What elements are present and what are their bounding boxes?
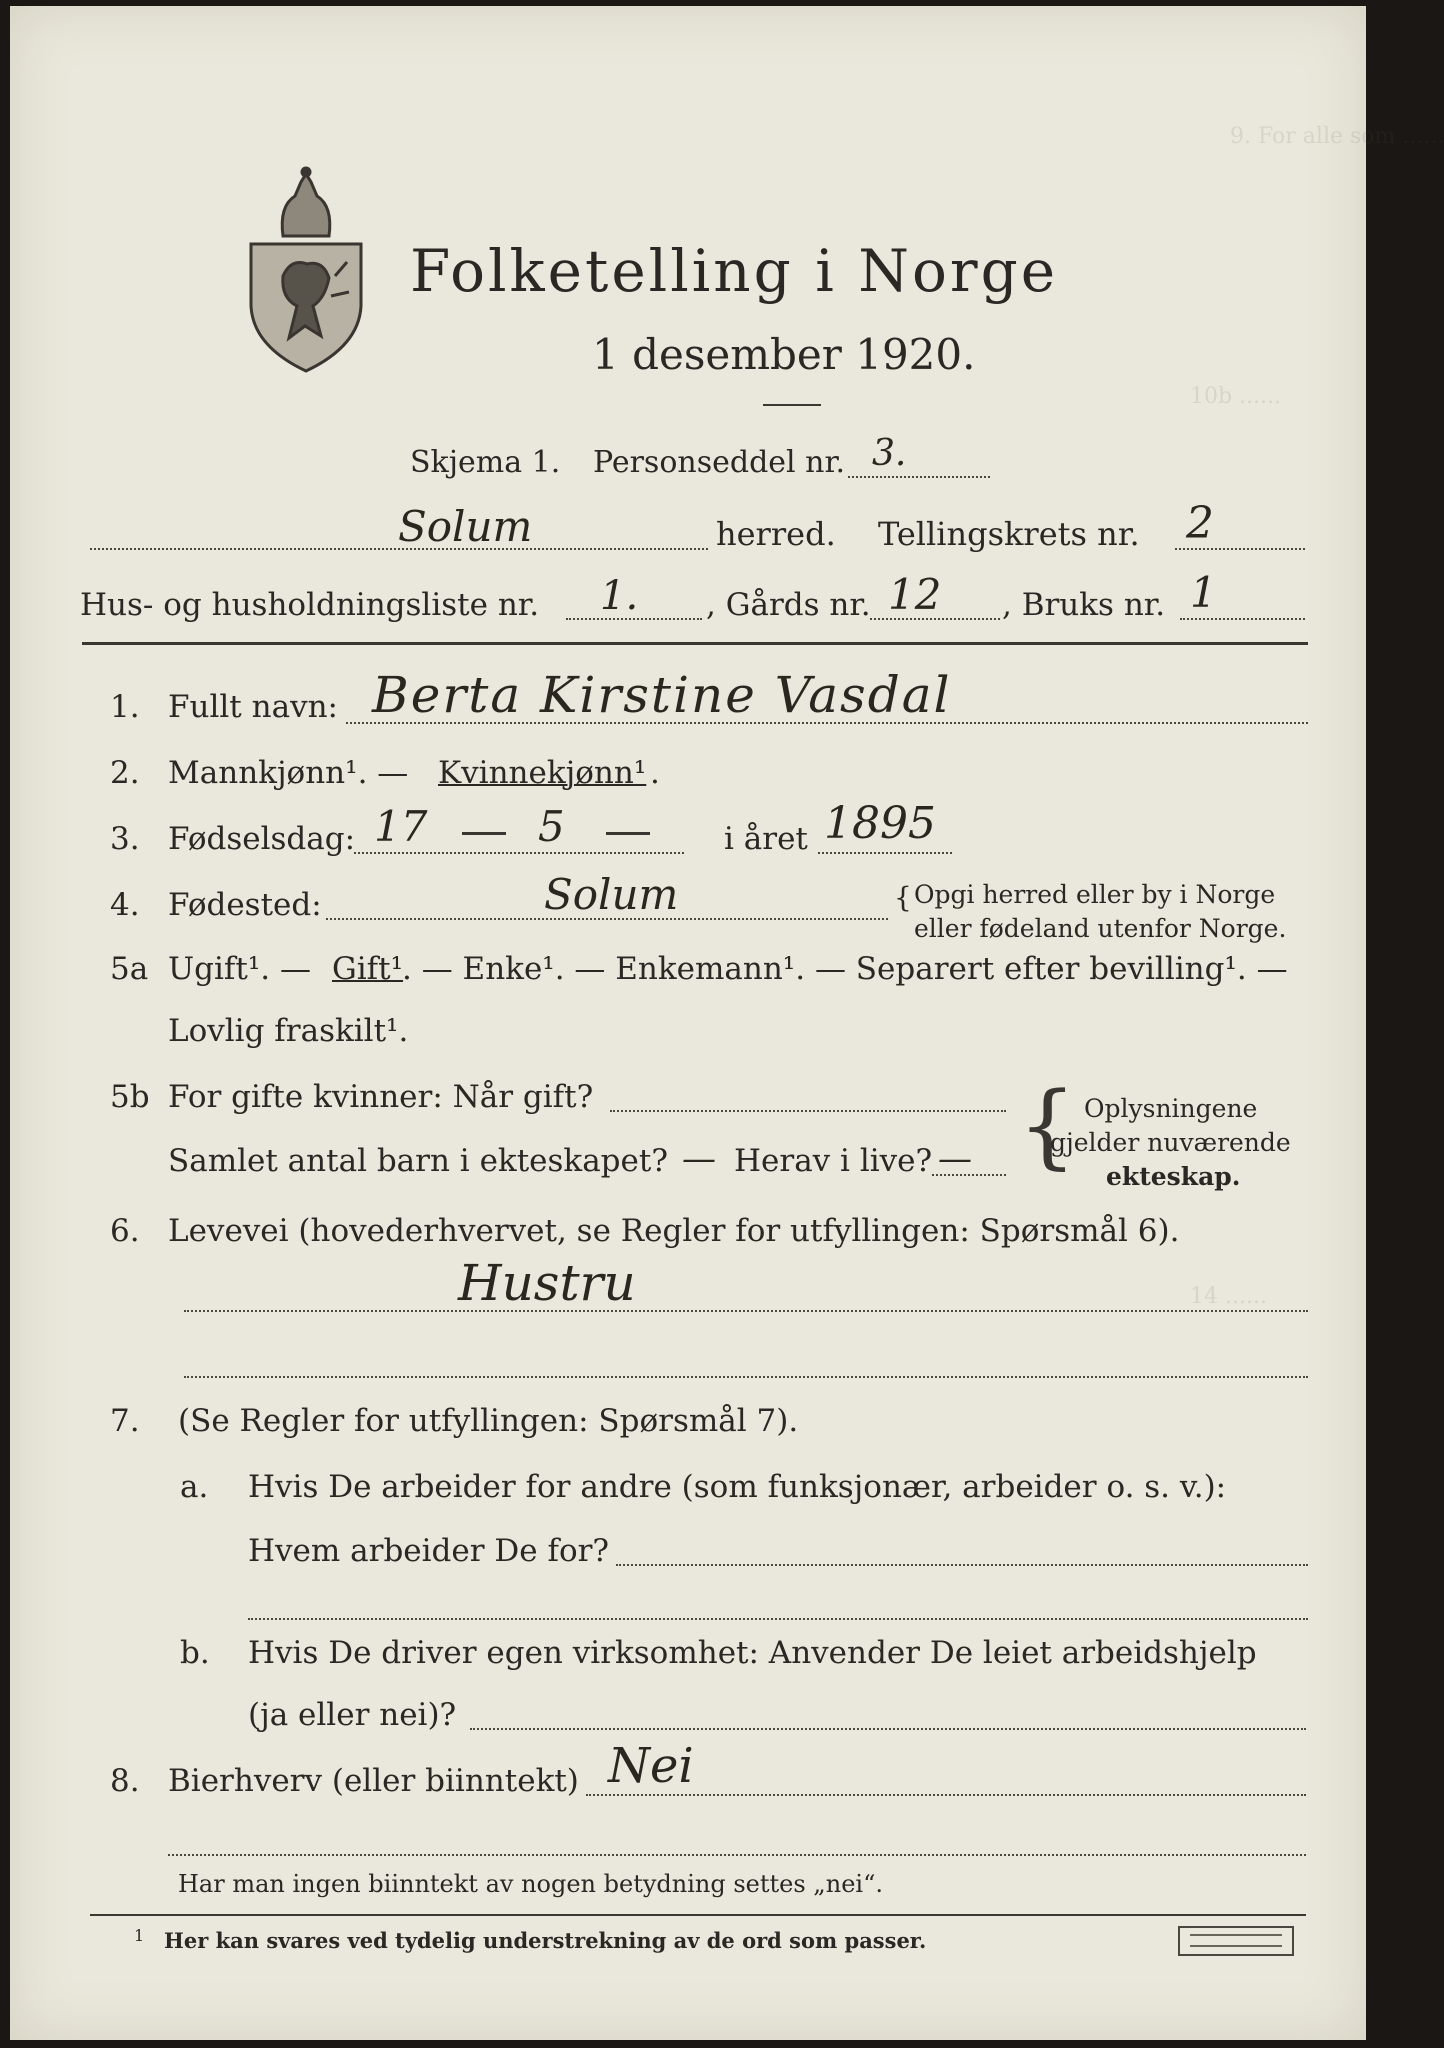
coat-of-arms-icon bbox=[243, 166, 369, 376]
occupation-field-line bbox=[184, 1310, 1308, 1312]
bruks-field-line bbox=[1180, 618, 1305, 620]
marital-options-rest: . — Enke¹. — Enkemann¹. — Separert efter bevilling¹. — bbox=[402, 951, 1288, 987]
birthday-label: Fødselsdag: bbox=[168, 821, 356, 857]
question-number: 4. bbox=[110, 887, 140, 923]
birthday-field-line bbox=[354, 852, 684, 854]
q7a-letter: a. bbox=[180, 1469, 209, 1505]
side-income-field-line-2 bbox=[168, 1854, 1306, 1856]
question-number: 7. bbox=[110, 1403, 140, 1439]
herred-value: Solum bbox=[398, 502, 533, 551]
children-count-label: Samlet antal barn i ekteskapet? bbox=[168, 1143, 668, 1179]
biinntekt-note: Har man ingen biinntekt av nogen betydning settes „nei“. bbox=[178, 1870, 883, 1898]
living-children-label: Herav i live? bbox=[734, 1143, 933, 1179]
gift-option-underlined: Gift¹ bbox=[332, 951, 404, 987]
date-dash bbox=[462, 832, 506, 835]
bleed-through-text: 14 ...... bbox=[1190, 1284, 1267, 1309]
living-children-value: — bbox=[938, 1139, 972, 1179]
q7-instruction: (Se Regler for utfyllingen: Spørsmål 7). bbox=[178, 1403, 799, 1439]
husholdningsliste-value: 1. bbox=[600, 573, 639, 619]
personseddel-value: 3. bbox=[872, 433, 907, 474]
employer-field-line bbox=[616, 1564, 1308, 1566]
q7b-question: Hvis De driver egen virksomhet: Anvender De leiet arbeidshjelp bbox=[248, 1635, 1257, 1671]
occupation-field-line-2 bbox=[184, 1376, 1308, 1378]
occupation-label: Levevei (hovederhvervet, se Regler for utfyllingen: Spørsmål 6). bbox=[168, 1213, 1180, 1249]
birth-month-value: 5 bbox=[538, 802, 565, 851]
marriage-note-line3: ekteskap. bbox=[1106, 1162, 1241, 1191]
male-option: Mannkjønn¹. — bbox=[168, 755, 409, 791]
q7b-letter: b. bbox=[180, 1635, 210, 1671]
side-income-field-line bbox=[586, 1794, 1306, 1796]
when-married-label: For gifte kvinner: Når gift? bbox=[168, 1079, 594, 1115]
gards-label: , Gårds nr. bbox=[706, 587, 871, 623]
gards-value: 12 bbox=[888, 570, 942, 619]
question-number: 5a bbox=[110, 951, 149, 987]
census-form-sheet bbox=[10, 6, 1444, 2040]
marriage-note-line1: Oplysningene bbox=[1084, 1094, 1258, 1123]
personseddel-field-line bbox=[848, 476, 990, 478]
brace: { bbox=[1018, 1072, 1077, 1179]
question-number: 3. bbox=[110, 821, 140, 857]
q7a-question: Hvis De arbeider for andre (som funksjonær, arbeider o. s. v.): bbox=[248, 1469, 1227, 1505]
full-name-value: Berta Kirstine Vasdal bbox=[372, 666, 952, 724]
personseddel-label: Personseddel nr. bbox=[593, 445, 846, 480]
hired-help-field-line bbox=[470, 1728, 1306, 1730]
footnote-text: Her kan svares ved tydelig understrekning av de ord som passer. bbox=[164, 1928, 927, 1953]
side-income-value: Nei bbox=[608, 1738, 694, 1794]
bleed-through-text: 10b ...... bbox=[1190, 384, 1282, 409]
birth-year-label: i året bbox=[724, 821, 808, 857]
full-name-label: Fullt navn: bbox=[168, 689, 338, 725]
date-dash bbox=[606, 832, 650, 835]
birthplace-label: Fødested: bbox=[168, 887, 322, 923]
employer-field-line-2 bbox=[248, 1618, 1308, 1620]
bleed-through-text: 9. For alle som ...... bbox=[1230, 124, 1444, 149]
marriage-note-line2: gjelder nuværende bbox=[1050, 1128, 1291, 1157]
lovlig-fraskilt-option: Lovlig fraskilt¹. bbox=[168, 1013, 409, 1049]
herred-label: herred. bbox=[716, 515, 836, 553]
question-number: 1. bbox=[110, 689, 140, 725]
question-number: 5b bbox=[110, 1079, 150, 1115]
husholdningsliste-label: Hus- og husholdningsliste nr. bbox=[80, 587, 540, 623]
page-title: Folketelling i Norge bbox=[410, 237, 1059, 305]
birthplace-note-line2: eller fødeland utenfor Norge. bbox=[914, 914, 1287, 943]
female-option-underlined: Kvinnekjønn¹ bbox=[438, 755, 647, 791]
birthplace-value: Solum bbox=[544, 870, 679, 919]
question-number: 8. bbox=[110, 1763, 140, 1799]
bruks-label: , Bruks nr. bbox=[1002, 587, 1166, 623]
ugift-option: Ugift¹. — bbox=[168, 951, 311, 987]
employer-label: Hvem arbeider De for? bbox=[248, 1533, 610, 1569]
tellingskrets-value: 2 bbox=[1186, 498, 1214, 549]
birth-day-value: 17 bbox=[374, 802, 428, 851]
occupation-value: Hustru bbox=[458, 1254, 636, 1312]
birthplace-note-line1: Opgi herred eller by i Norge bbox=[914, 880, 1276, 909]
header-separator bbox=[82, 642, 1308, 645]
census-date: 1 desember 1920. bbox=[592, 330, 976, 379]
question-number: 2. bbox=[110, 755, 140, 791]
title-divider bbox=[763, 404, 821, 406]
sex-line-end: . bbox=[650, 755, 660, 791]
question-number: 6. bbox=[110, 1213, 140, 1249]
bruks-value: 1 bbox=[1190, 568, 1217, 617]
tellingskrets-label: Tellingskrets nr. bbox=[878, 515, 1140, 553]
footnote-mark: 1 bbox=[134, 1926, 145, 1945]
when-married-field-line bbox=[610, 1110, 1006, 1112]
footnote-separator bbox=[90, 1914, 1306, 1916]
birth-year-value: 1895 bbox=[824, 798, 936, 849]
side-income-label: Bierhverv (eller biinntekt) bbox=[168, 1763, 579, 1799]
children-count-value: — bbox=[682, 1139, 716, 1179]
brace: { bbox=[894, 881, 912, 914]
birth-year-field-line bbox=[818, 852, 952, 854]
printer-stamp bbox=[1178, 1926, 1294, 1956]
hired-help-label: (ja eller nei)? bbox=[248, 1697, 457, 1733]
skjema-label: Skjema 1. bbox=[410, 445, 561, 480]
